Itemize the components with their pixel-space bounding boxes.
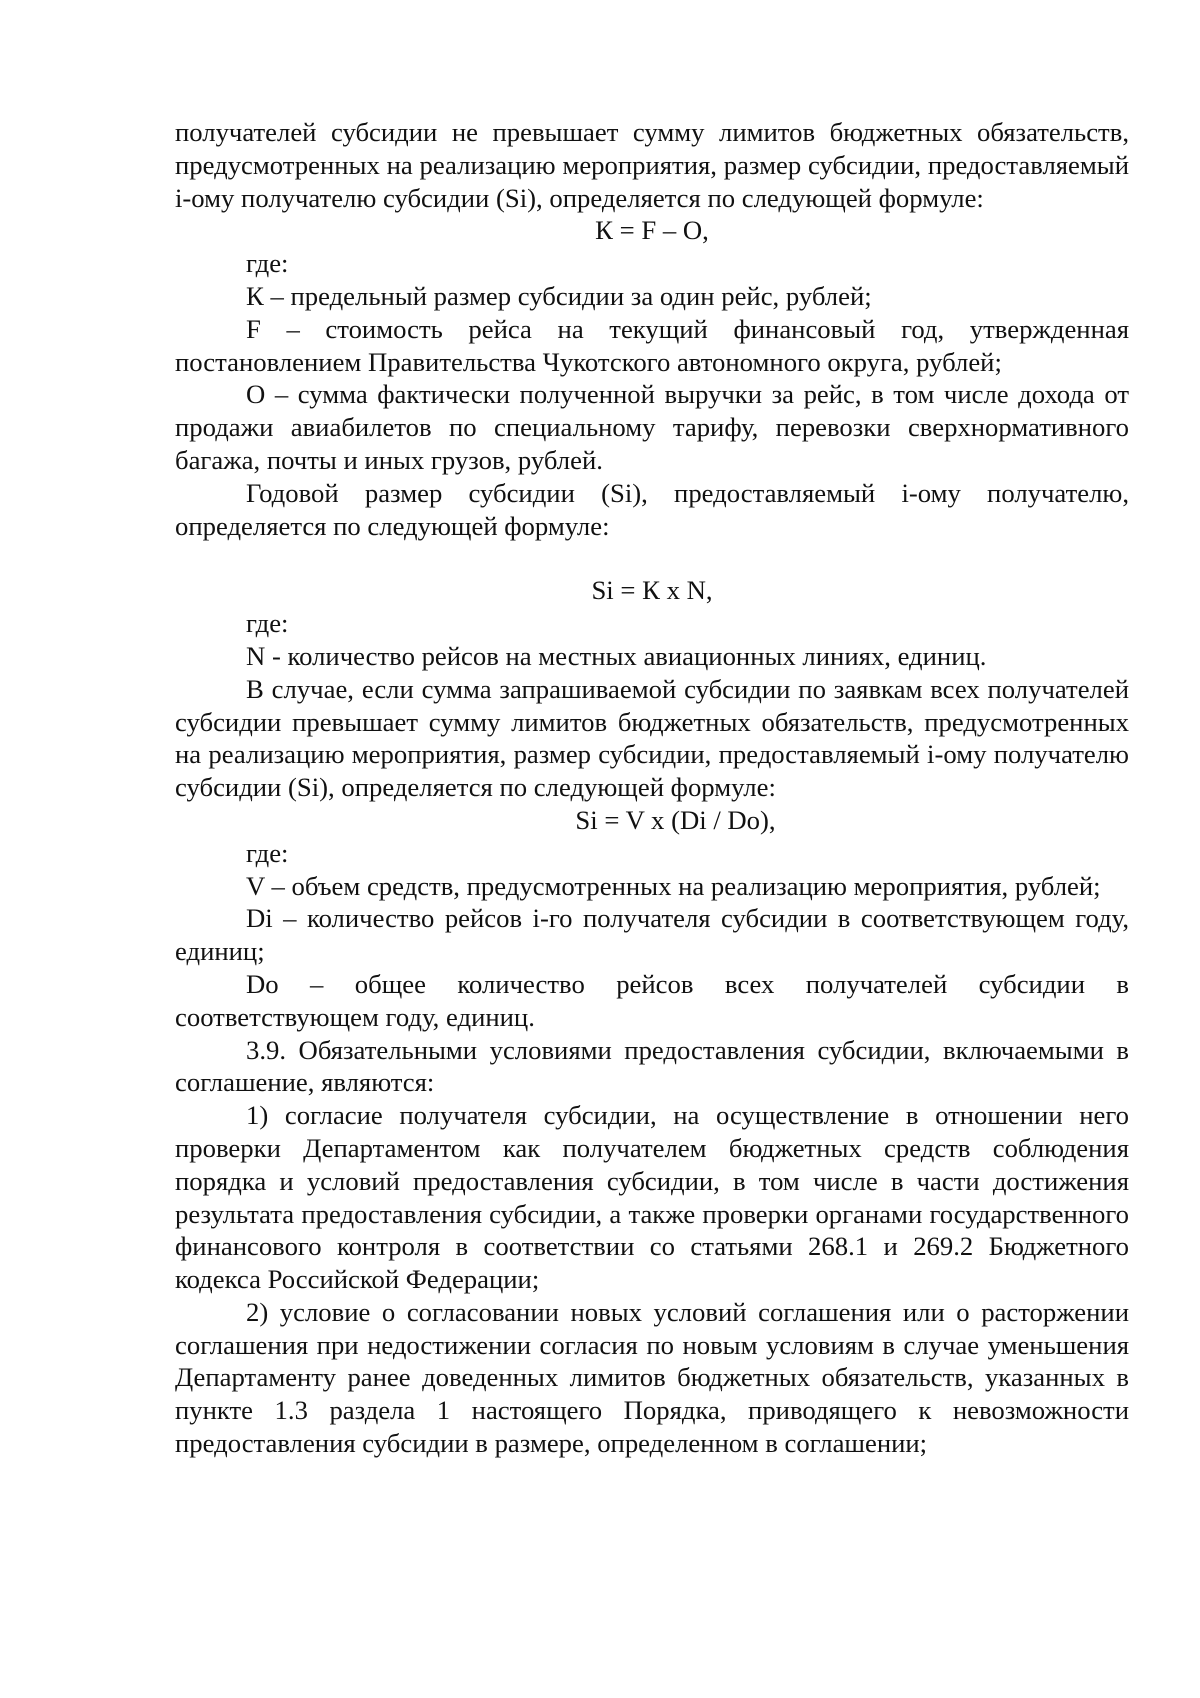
clause-3-9-item-2: 2) условие о согласовании новых условий соглашения или о расторжении соглашения при недостижении согласия по новым условиям в случае уменьшения Департаменту ранее доведенных лимитов бюджетных обязательств, указанных в пункте 1.3 раздела 1 настоящего Порядка, приводящего к невозможности предоставления субсидии в размере, определенном в соглашении; — [175, 1296, 1129, 1459]
document-page — [175, 116, 1129, 1460]
formula-si-kn: Si = К х N, — [591, 575, 713, 606]
where-label: где: — [246, 608, 289, 639]
definition-do: Do – общее количество рейсов всех получателей субсидии в соответствующем году, единиц. — [175, 968, 1129, 1032]
paragraph-intro-continuation: получателей субсидии не превышает сумму лимитов бюджетных обязательств, предусмотренных на реализацию мероприятия, размер субсидии, предоставляемый i-ому получателю субсидии (Si), определяется по следующей формуле: — [175, 117, 1129, 213]
paragraph-annual-subsidy: Годовой размер субсидии (Si), предоставляемый i-ому получателю, определяется по следующей формуле: — [175, 477, 1129, 541]
clause-3-9-item-1: 1) согласие получателя субсидии, на осуществление в отношении него проверки Департаментом как получателем бюджетных средств соблюдения порядка и условий предоставления субсидии, в том числе в части достижения результата предоставления субсидии, а также проверки органами государственного финансового контроля в соответствии со статьями 268.1 и 269.2 Бюджетного кодекса Российской Федерации; — [175, 1100, 1129, 1295]
where-label: где: — [246, 837, 289, 868]
formula-k: К = F – O, — [595, 215, 709, 246]
definition-f: F – стоимость рейса на текущий финансовый год, утвержденная постановлением Правительства Чукотского автономного округа, рублей; — [175, 313, 1129, 377]
definition-v: V – объем средств, предусмотренных на реализацию мероприятия, рублей; — [246, 870, 1101, 901]
clause-3-9: 3.9. Обязательными условиями предоставления субсидии, включаемыми в соглашение, являются: — [175, 1034, 1129, 1098]
definition-o: O – сумма фактически полученной выручки за рейс, в том числе дохода от продажи авиабилетов по специальному тарифу, перевозки сверхнормативного багажа, почты и иных грузов, рублей. — [175, 379, 1129, 475]
definition-n: N - количество рейсов на местных авиационных линиях, единиц. — [246, 640, 987, 671]
where-label: где: — [246, 248, 289, 279]
formula-si-vd: Si = V х (Di / Do), — [575, 804, 776, 835]
definition-k: К – предельный размер субсидии за один рейс, рублей; — [246, 280, 872, 311]
definition-di: Di – количество рейсов i-го получателя субсидии в соответствующем году, единиц; — [175, 903, 1129, 967]
paragraph-limit-exceeded: В случае, если сумма запрашиваемой субсидии по заявкам всех получателей субсидии превышает сумму лимитов бюджетных обязательств, предусмотренных на реализацию мероприятия, размер субсидии, предоставляемый i-ому получателю субсидии (Si), определяется по следующей формуле: — [175, 673, 1129, 803]
